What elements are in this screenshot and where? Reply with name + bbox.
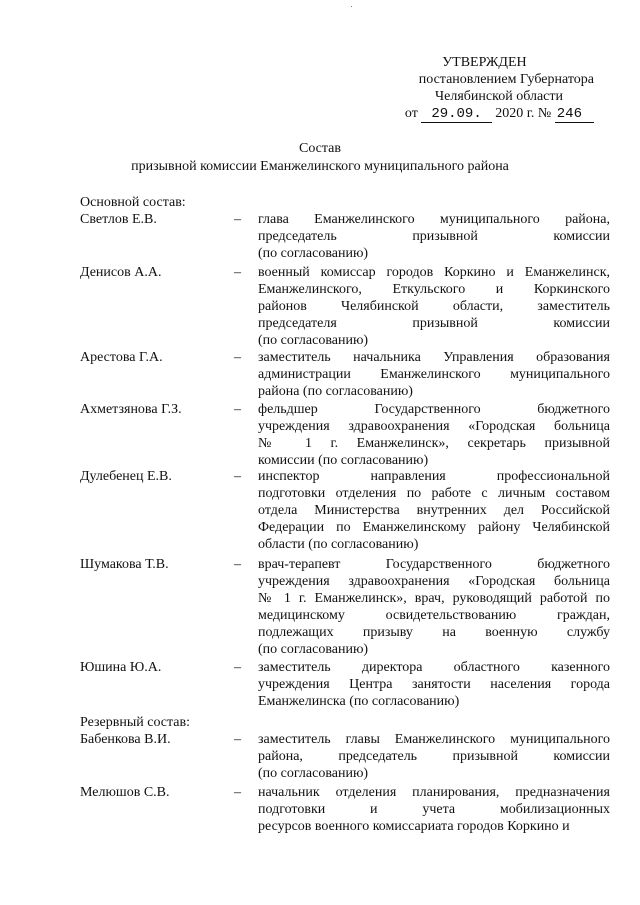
member-name: Бабенкова В.И.	[80, 732, 171, 747]
title-line-1: Состав	[298, 141, 341, 156]
member-name: Денисов А.А.	[80, 265, 162, 280]
member-name: Дулебенец Е.В.	[80, 469, 172, 484]
dash-separator: –	[234, 660, 241, 675]
position-line: района, председатель призывной комиссии	[258, 749, 610, 764]
position-line: администрации Еманжелинского муниципального	[258, 367, 610, 382]
approval-number: 246	[555, 106, 594, 123]
position-line: военный комиссар городов Коркино и Еманжелинск,	[258, 265, 610, 280]
position-line: (по согласованию)	[258, 766, 369, 781]
member-name: Арестова Г.А.	[80, 350, 163, 365]
position-line: председатель призывной комиссии	[258, 229, 610, 244]
document-title	[0, 140, 640, 176]
position-line: отдела Министерства внутренних дел Российской	[258, 503, 610, 518]
position-line: заместитель главы Еманжелинского муниципального	[258, 732, 610, 747]
dash-separator: –	[234, 785, 241, 800]
member-name: Шумакова Т.В.	[80, 557, 169, 572]
dash-separator: –	[234, 350, 241, 365]
position-line: председателя призывной комиссии	[258, 316, 610, 331]
position-line: медицинскому освидетельствованию граждан,	[258, 608, 610, 623]
position-line: области (по согласованию)	[258, 537, 419, 552]
position-line: комиссии (по согласованию)	[258, 453, 429, 468]
reserve-section-heading: Резервный состав:	[80, 715, 191, 730]
position-line: врач-терапевт Государственного бюджетного	[258, 557, 610, 572]
position-line: заместитель начальника Управления образования	[258, 350, 610, 365]
position-line: начальник отделения планирования, предназначения	[258, 785, 610, 800]
position-line: подлежащих призыву на военную службу	[258, 625, 610, 640]
member-name: Мелюшов С.В.	[80, 785, 170, 800]
position-line: (по согласованию)	[258, 642, 369, 657]
member-position	[258, 349, 610, 400]
position-line: (по согласованию)	[258, 333, 369, 348]
position-line: ресурсов военного комиссариата городов Коркино и	[258, 819, 570, 834]
position-line: заместитель директора областного казенного	[258, 660, 610, 675]
position-line: инспектор направления профессиональной	[258, 469, 610, 484]
position-line: фельдшер Государственного бюджетного	[258, 402, 610, 417]
date-prefix: от	[404, 106, 418, 121]
position-line: учреждения здравоохранения «Городская больница	[258, 574, 610, 589]
member-name: Юшина Ю.А.	[80, 660, 162, 675]
date-suffix: 2020 г. №	[495, 106, 552, 121]
dash-separator: –	[234, 212, 241, 227]
position-line: учреждения Центра занятости населения города	[258, 677, 610, 692]
dash-separator: –	[234, 265, 241, 280]
dash-separator: –	[234, 469, 241, 484]
position-line: подготовки отделения по работе с личным составом	[258, 486, 610, 501]
dash-separator: –	[234, 557, 241, 572]
dash-separator: –	[234, 732, 241, 747]
member-position	[258, 264, 610, 349]
approval-date: 29.09.	[421, 106, 491, 123]
position-line: учреждения здравоохранения «Городская больница	[258, 419, 610, 434]
member-position	[258, 468, 610, 553]
member-position	[258, 401, 610, 469]
position-line: Федерации по Еманжелинскому району Челябинской	[258, 520, 610, 535]
member-position	[258, 784, 610, 835]
position-line: (по согласованию)	[258, 246, 369, 261]
approval-heading: УТВЕРЖДЕН	[442, 55, 527, 70]
member-name: Ахметзянова Г.З.	[80, 402, 182, 417]
position-line: Еманжелинского, Еткульского и Коркинского	[258, 282, 610, 297]
member-name: Светлов Е.В.	[80, 212, 157, 227]
position-line: района (по согласованию)	[258, 384, 413, 399]
position-line: подготовки и учета мобилизационных	[258, 802, 610, 817]
position-line: районов Челябинской области, заместитель	[258, 299, 610, 314]
member-position	[258, 211, 610, 262]
member-position	[258, 659, 610, 710]
position-line: № 1 г. Еманжелинск», секретарь призывной	[258, 436, 610, 451]
scan-speck	[351, 6, 352, 7]
position-line: Еманжелинска (по согласованию)	[258, 694, 460, 709]
position-line: глава Еманжелинского муниципального района,	[258, 212, 610, 227]
main-section-heading: Основной состав:	[80, 195, 186, 210]
member-position	[258, 556, 610, 658]
title-line-2: призывной комиссии Еманжелинского муниципального района	[131, 159, 509, 174]
dash-separator: –	[234, 402, 241, 417]
approval-line-1: постановлением Губернатора	[418, 72, 594, 87]
approval-line-2: Челябинской области	[435, 89, 563, 104]
position-line: № 1 г. Еманжелинск», врач, руководящий работой по	[258, 591, 610, 606]
member-position	[258, 731, 610, 782]
approval-date-line	[405, 105, 594, 123]
approval-stamp	[405, 54, 594, 123]
